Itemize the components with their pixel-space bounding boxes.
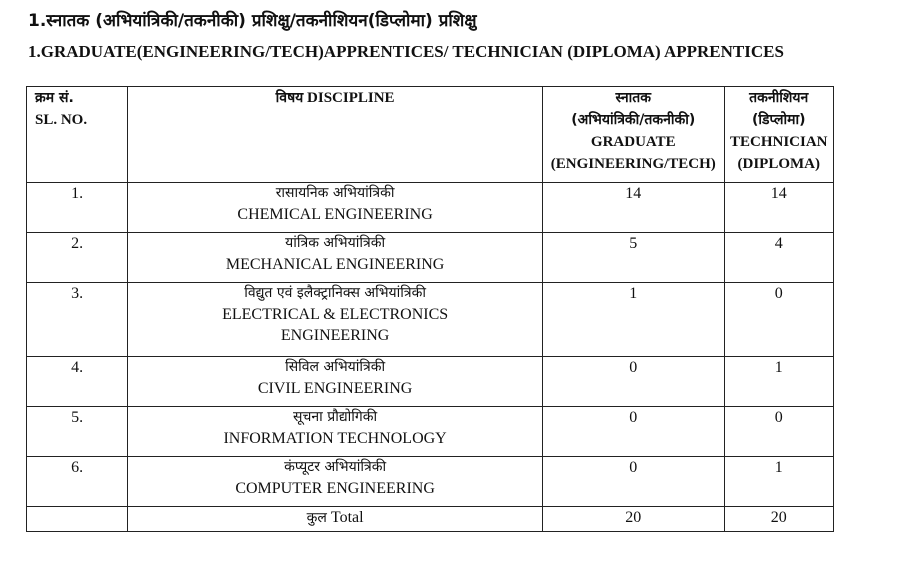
cell-sl-no: 5. bbox=[27, 407, 128, 457]
total-row bbox=[27, 507, 834, 532]
title-hindi: 1.स्नातक (अभियांत्रिकी/तकनीकी) प्रशिक्षु/तकनीशियन(डिप्लोमा) प्रशिक्षु bbox=[28, 11, 477, 31]
cell-graduate: 0 bbox=[543, 407, 724, 457]
table-row bbox=[27, 457, 834, 507]
table-row bbox=[27, 283, 834, 357]
header-discipline bbox=[128, 87, 543, 183]
header-sl-hindi: क्रम सं. bbox=[35, 90, 74, 106]
cell-graduate: 0 bbox=[543, 357, 724, 407]
cell-technician: 1 bbox=[724, 357, 834, 407]
title-english: 1.GRADUATE(ENGINEERING/TECH)APPRENTICES/ TECHNICIAN (DIPLOMA) APPRENTICES bbox=[28, 42, 784, 61]
table-row bbox=[27, 357, 834, 407]
discipline-english: COMPUTER ENGINEERING bbox=[235, 480, 435, 497]
header-sl-english: SL. NO. bbox=[35, 112, 88, 128]
cell-graduate: 0 bbox=[543, 457, 724, 507]
discipline-english: CHEMICAL ENGINEERING bbox=[237, 206, 433, 223]
cell-sl-no: 2. bbox=[27, 233, 128, 283]
discipline-hindi: कंप्यूटर अभियांत्रिकी bbox=[284, 459, 387, 475]
cell-discipline bbox=[128, 407, 543, 457]
cell-sl-no: 6. bbox=[27, 457, 128, 507]
discipline-hindi: विद्युत एवं इलैक्ट्रानिक्स अभियांत्रिकी bbox=[244, 285, 427, 301]
header-graduate-english-1: GRADUATE bbox=[590, 134, 676, 150]
header-graduate bbox=[543, 87, 724, 183]
header-technician-english-2: (DIPLOMA) bbox=[737, 156, 820, 172]
cell-technician: 0 bbox=[724, 283, 834, 357]
cell-discipline bbox=[128, 283, 543, 357]
cell-sl-no: 3. bbox=[27, 283, 128, 357]
cell-discipline bbox=[128, 233, 543, 283]
table-row bbox=[27, 183, 834, 233]
cell-total-graduate: 20 bbox=[543, 507, 724, 532]
discipline-english: ELECTRICAL & ELECTRONICS bbox=[222, 306, 449, 323]
cell-total-label bbox=[128, 507, 543, 532]
table-row bbox=[27, 407, 834, 457]
discipline-english: CIVIL ENGINEERING bbox=[257, 380, 413, 397]
cell-graduate: 14 bbox=[543, 183, 724, 233]
total-label-english: Total bbox=[330, 509, 364, 526]
header-technician-hindi-1: तकनीशियन bbox=[749, 90, 809, 106]
discipline-hindi: यांत्रिक अभियांत्रिकी bbox=[285, 235, 386, 251]
cell-graduate: 1 bbox=[543, 283, 724, 357]
apprentices-table bbox=[26, 86, 834, 532]
cell-sl-no: 1. bbox=[27, 183, 128, 233]
table-header-row bbox=[27, 87, 834, 183]
header-sl-no bbox=[27, 87, 128, 183]
header-graduate-hindi-2: (अभियांत्रिकी/तकनीकी) bbox=[571, 112, 696, 128]
cell-technician: 4 bbox=[724, 233, 834, 283]
discipline-english-line-2: ENGINEERING bbox=[280, 327, 390, 344]
header-discipline-hindi: विषय bbox=[275, 90, 304, 106]
cell-total-technician: 20 bbox=[724, 507, 834, 532]
cell-discipline bbox=[128, 183, 543, 233]
header-technician-hindi-2: (डिप्लोमा) bbox=[751, 112, 806, 128]
header-graduate-english-2: (ENGINEERING/TECH) bbox=[550, 156, 716, 172]
cell-discipline bbox=[128, 457, 543, 507]
cell-technician: 1 bbox=[724, 457, 834, 507]
header-technician-english-1: TECHNICIAN bbox=[729, 134, 828, 150]
cell-total-empty bbox=[27, 507, 128, 532]
discipline-english: INFORMATION TECHNOLOGY bbox=[223, 430, 447, 447]
cell-discipline bbox=[128, 357, 543, 407]
cell-sl-no: 4. bbox=[27, 357, 128, 407]
total-label-hindi: कुल bbox=[306, 510, 327, 526]
discipline-english: MECHANICAL ENGINEERING bbox=[225, 256, 445, 273]
discipline-hindi: सूचना प्रौद्योगिकी bbox=[293, 409, 378, 425]
cell-graduate: 5 bbox=[543, 233, 724, 283]
cell-technician: 14 bbox=[724, 183, 834, 233]
header-graduate-hindi-1: स्नातक bbox=[615, 90, 652, 106]
discipline-hindi: रासायनिक अभियांत्रिकी bbox=[275, 185, 395, 201]
header-technician bbox=[724, 87, 834, 183]
table-row bbox=[27, 233, 834, 283]
cell-technician: 0 bbox=[724, 407, 834, 457]
header-discipline-english: DISCIPLINE bbox=[307, 90, 395, 106]
discipline-hindi: सिविल अभियांत्रिकी bbox=[285, 359, 386, 375]
